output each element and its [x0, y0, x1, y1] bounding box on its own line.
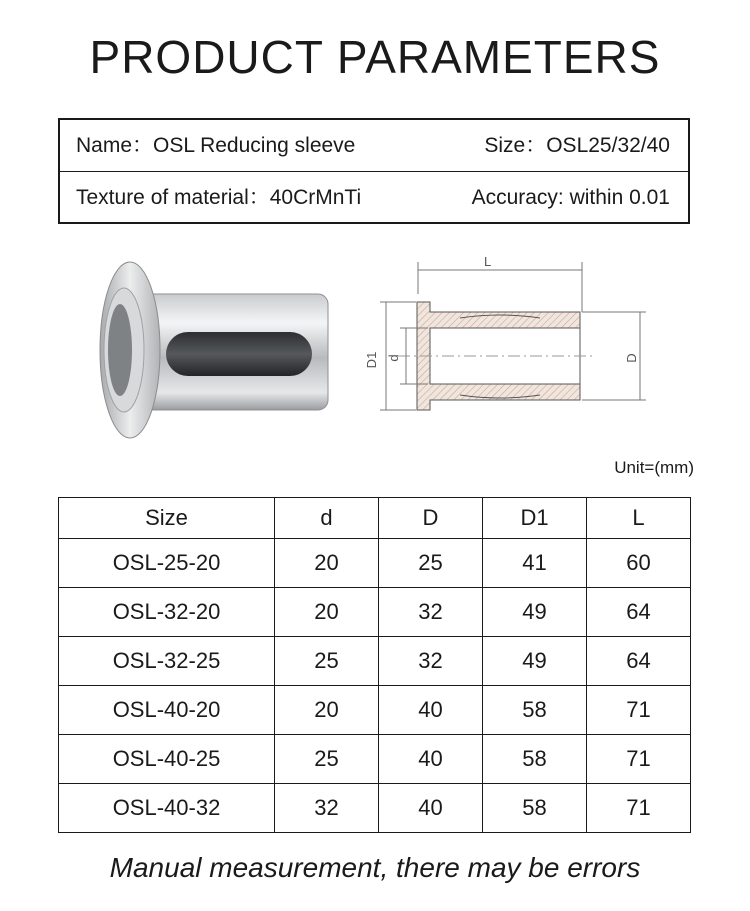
header-D: D — [379, 498, 483, 539]
table-row — [59, 539, 691, 588]
dim-label-D: D — [624, 353, 639, 363]
cell-d: 25 — [275, 735, 379, 784]
technical-drawing — [380, 262, 646, 410]
cell-D: 32 — [379, 588, 483, 637]
header-D1: D1 — [483, 498, 587, 539]
dim-label-d: d — [386, 354, 401, 362]
cell-size: OSL-32-25 — [59, 637, 275, 686]
header-d: d — [275, 498, 379, 539]
cell-D1: 58 — [483, 784, 587, 833]
cell-D: 40 — [379, 735, 483, 784]
table-row — [59, 735, 691, 784]
table-header-row — [59, 498, 691, 539]
cell-D: 25 — [379, 539, 483, 588]
cell-d: 20 — [275, 539, 379, 588]
dim-label-L: L — [484, 254, 492, 269]
header-L: L — [587, 498, 691, 539]
cell-D1: 49 — [483, 637, 587, 686]
table-row — [59, 588, 691, 637]
cell-L: 71 — [587, 686, 691, 735]
cell-D: 40 — [379, 686, 483, 735]
table-row — [59, 784, 691, 833]
product-size: Size：OSL25/32/40 — [484, 134, 670, 157]
cell-D1: 49 — [483, 588, 587, 637]
product-info-box — [58, 118, 690, 224]
cell-d: 20 — [275, 686, 379, 735]
cell-size: OSL-40-32 — [59, 784, 275, 833]
cell-d: 20 — [275, 588, 379, 637]
cell-size: OSL-32-20 — [59, 588, 275, 637]
header-size: Size — [59, 498, 275, 539]
product-figure — [80, 250, 680, 450]
product-accuracy: Accuracy: within 0.01 — [471, 186, 670, 209]
sleeve-photo — [100, 262, 328, 438]
parameters-table — [58, 497, 691, 833]
cell-L: 71 — [587, 735, 691, 784]
cell-D1: 41 — [483, 539, 587, 588]
cell-D1: 58 — [483, 686, 587, 735]
info-row-1 — [60, 120, 688, 172]
page-title: PRODUCT PARAMETERS — [89, 31, 661, 83]
cell-L: 71 — [587, 784, 691, 833]
info-row-2 — [60, 172, 688, 224]
cell-L: 64 — [587, 637, 691, 686]
product-name: Name：OSL Reducing sleeve — [76, 134, 356, 157]
cell-L: 60 — [587, 539, 691, 588]
cell-L: 64 — [587, 588, 691, 637]
dim-label-D1: D1 — [364, 351, 379, 369]
disclaimer-text: Manual measurement, there may be errors — [109, 852, 641, 883]
cell-size: OSL-40-25 — [59, 735, 275, 784]
cell-d: 25 — [275, 637, 379, 686]
product-material: Texture of material：40CrMnTi — [76, 186, 362, 209]
cell-d: 32 — [275, 784, 379, 833]
cell-D: 32 — [379, 637, 483, 686]
table-row — [59, 637, 691, 686]
cell-D1: 58 — [483, 735, 587, 784]
cell-D: 40 — [379, 784, 483, 833]
unit-label: Unit=(mm) — [614, 458, 694, 477]
table-row — [59, 686, 691, 735]
cell-size: OSL-25-20 — [59, 539, 275, 588]
cell-size: OSL-40-20 — [59, 686, 275, 735]
